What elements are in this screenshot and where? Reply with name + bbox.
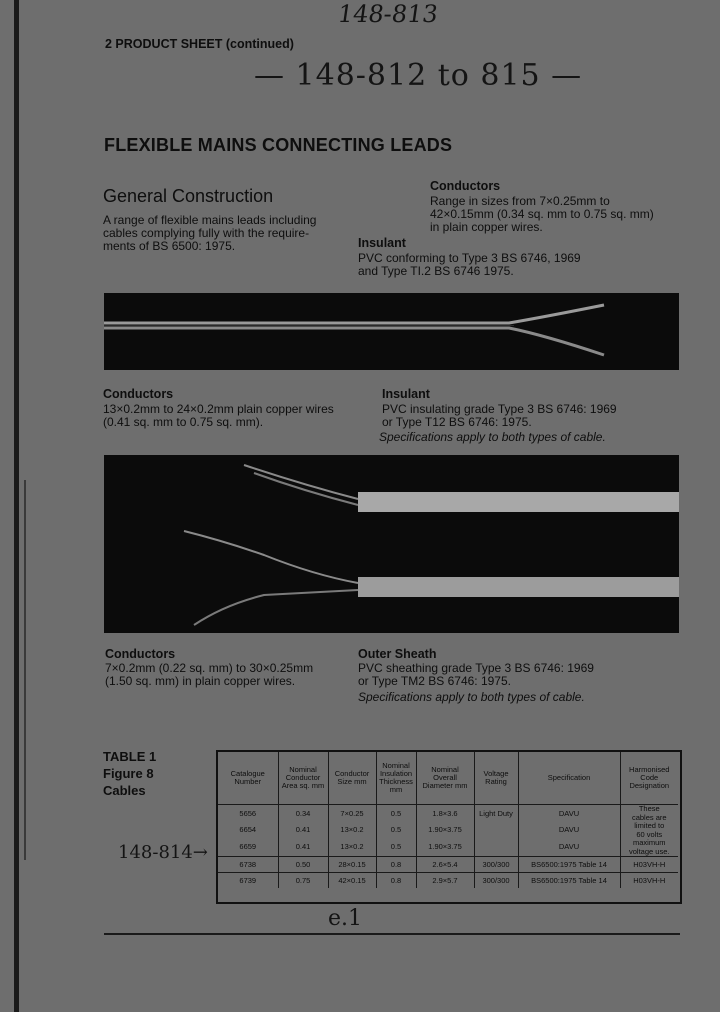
cell: 0.5: [376, 822, 416, 839]
table-header-row: [218, 752, 678, 805]
cell: 6654: [239, 825, 257, 835]
cell: 28×0.15: [328, 857, 376, 873]
header-insulation-thickness: Nominal Insulation Thickness mm: [376, 752, 416, 805]
cell: 2.9×5.7: [416, 873, 474, 889]
cell: 0.5: [376, 805, 416, 823]
text-line: PVC insulating grade Type 3 BS 6746: 1969: [382, 402, 617, 416]
text-line: PVC conforming to Type 3 BS 6746, 1969: [358, 251, 581, 265]
table-caption-line: Figure 8: [103, 766, 154, 781]
text-line: PVC sheathing grade Type 3 BS 6746: 1969: [358, 661, 594, 675]
text-line: cables complying fully with the require-: [103, 226, 310, 240]
table-caption-line: TABLE 1: [103, 749, 157, 764]
text-line: or Type TM2 BS 6746: 1975.: [358, 674, 511, 688]
cell: 13×0.2: [328, 822, 376, 839]
cell: 300/300: [474, 857, 518, 873]
text-line: and Type TI.2 BS 6746 1975.: [358, 264, 514, 278]
product-sheet-header: 2 PRODUCT SHEET (continued): [105, 37, 294, 51]
cell: 0.50: [278, 857, 328, 873]
cell: BS6500:1975 Table 14: [518, 857, 620, 873]
handwritten-margin-label: 148-814→: [118, 842, 208, 863]
table-row: [218, 857, 678, 873]
cell: 0.75: [278, 873, 328, 889]
insulant-text-2: [382, 403, 617, 429]
note-line: These: [638, 804, 660, 813]
text-line: Range in sizes from 7×0.25mm to: [430, 194, 610, 208]
cable-photo-1: [104, 293, 679, 370]
insulant-heading-2: Insulant: [382, 387, 430, 401]
text-line: in plain copper wires.: [430, 220, 543, 234]
cell: 5656: [218, 805, 278, 823]
note-line: maximum: [632, 838, 666, 847]
table-row: [218, 805, 678, 823]
conductors-heading-2: Conductors: [103, 387, 174, 401]
header-harmonised-code: Harmonised Code Designation: [620, 752, 678, 805]
insulant-text-1: [358, 252, 581, 278]
text-line: 7×0.2mm (0.22 sq. mm) to 30×0.25mm: [105, 661, 314, 675]
page-title: FLEXIBLE MAINS CONNECTING LEADS: [104, 135, 453, 155]
general-construction-heading: General Construction: [103, 186, 274, 206]
conductors-text-3: [105, 662, 313, 688]
note-line: limited to: [634, 821, 665, 830]
insulant-heading-1: Insulant: [358, 236, 406, 250]
outer-sheath-text: [358, 662, 594, 688]
conductors-text-1: [430, 195, 654, 234]
text-line: A range of flexible mains leads including: [103, 213, 317, 227]
cell: DAVU: [518, 822, 620, 839]
table-row: [218, 839, 678, 857]
cell: Light Duty: [474, 805, 518, 823]
cables-table: [218, 752, 678, 888]
header-overall-diameter: Nominal Overall Diameter mm: [416, 752, 474, 805]
cell: 7×0.25: [328, 805, 376, 823]
header-catalogue-number: Catalogue Number: [230, 769, 265, 786]
note-line: cables are: [631, 812, 667, 822]
cell: 6738: [218, 857, 278, 873]
flat-twin-cable-illustration: [104, 293, 679, 370]
page-edge: [14, 0, 19, 1012]
text-line: 42×0.15mm (0.34 sq. mm to 0.75 sq. mm): [430, 207, 654, 221]
spec-note-3: Specifications apply to both types of cable.: [358, 690, 585, 704]
handwritten-part-number: 148-813: [336, 0, 440, 28]
note-line: voltage use.: [629, 846, 670, 856]
cell: [474, 839, 518, 857]
cell: H03VH-H: [620, 857, 678, 873]
spec-note-2: Specifications apply to both types of cable.: [379, 430, 606, 444]
cell: 0.34: [278, 805, 328, 823]
cell: 0.41: [278, 839, 328, 857]
text-line: (1.50 sq. mm) in plain copper wires.: [105, 674, 296, 688]
cell: [474, 822, 518, 839]
page-fold-line: [24, 480, 26, 860]
cell: 0.5: [376, 839, 416, 857]
conductors-heading-1: Conductors: [430, 179, 501, 193]
cell: H03VH-H: [620, 873, 678, 889]
harmonised-note-cell: [620, 805, 678, 857]
handwritten-page-mark: e.1: [328, 906, 363, 931]
cell: 1.90×3.75: [416, 822, 474, 839]
cable-photo-2: [104, 455, 679, 633]
cell: 2.6×5.4: [416, 857, 474, 873]
header-voltage-rating: Voltage Rating: [474, 752, 518, 805]
text-line: 13×0.2mm to 24×0.2mm plain copper wires: [103, 402, 334, 416]
cell: BS6500:1975 Table 14: [518, 873, 620, 889]
conductors-heading-3: Conductors: [105, 647, 176, 661]
cell: 6659: [239, 842, 257, 852]
header-specification: Specification: [518, 752, 620, 805]
header-conductor-area: Nominal Conductor Area sq. mm: [278, 752, 328, 805]
cell: 1.90×3.75: [416, 839, 474, 857]
table-caption: [103, 748, 156, 799]
header-conductor-size: Conductor Size mm: [328, 752, 376, 805]
cell: 1.8×3.6: [416, 805, 474, 823]
cell: 0.8: [376, 873, 416, 889]
text-line: (0.41 sq. mm to 0.75 sq. mm).: [103, 415, 264, 429]
cell: 13×0.2: [328, 839, 376, 857]
cell: 6739: [218, 873, 278, 889]
text-line: ments of BS 6500: 1975.: [103, 239, 236, 253]
handwritten-part-range: — 148-812 to 815 —: [254, 58, 583, 93]
cell: 0.8: [376, 857, 416, 873]
cell: DAVU: [518, 839, 620, 857]
text-line: or Type T12 BS 6746: 1975.: [382, 415, 532, 429]
twin-cable-illustration: [104, 455, 679, 633]
cell: 42×0.15: [328, 873, 376, 889]
bottom-rule: [104, 933, 680, 935]
cell: 0.41: [278, 822, 328, 839]
cell: DAVU: [518, 805, 620, 823]
conductors-text-2: [103, 403, 334, 429]
note-line: 60 volts: [636, 829, 663, 839]
table-row: [218, 873, 678, 889]
general-construction-text: [103, 214, 316, 253]
table-caption-line: Cables: [103, 783, 146, 798]
table-row: [218, 822, 678, 839]
outer-sheath-heading: Outer Sheath: [358, 647, 437, 661]
cell: 300/300: [474, 873, 518, 889]
